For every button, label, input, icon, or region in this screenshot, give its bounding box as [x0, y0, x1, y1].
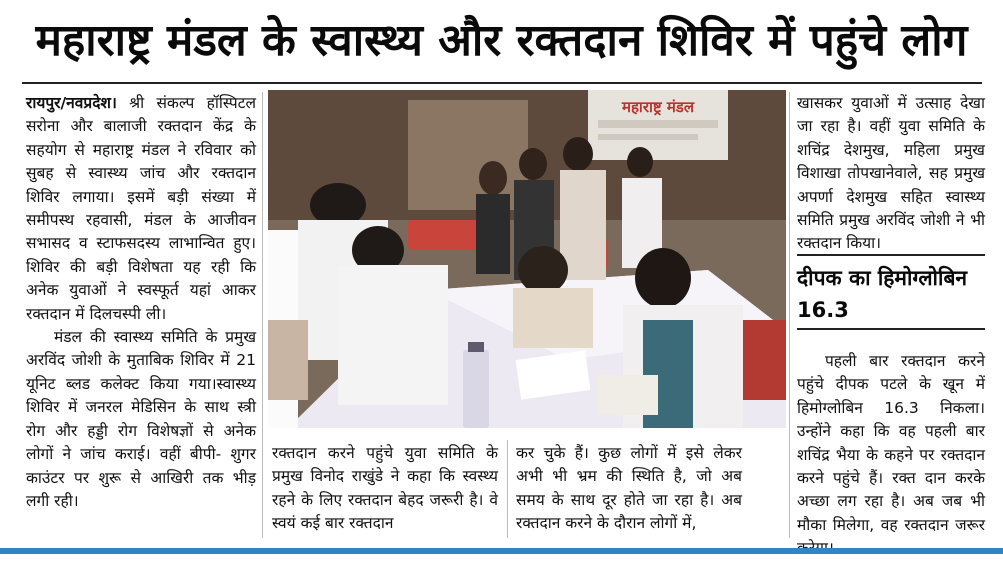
headline: महाराष्ट्र मंडल के स्वास्थ्य और रक्तदान शिविर में पहुंचे लोग [35, 15, 968, 66]
bottom-color-bar [0, 548, 1003, 554]
photo-banner-text: महाराष्ट्र मंडल [622, 98, 694, 116]
photo-illustration [268, 90, 786, 428]
subhead-rule-bottom [797, 328, 985, 330]
article-column-3 [516, 442, 742, 538]
headline-rule [22, 82, 982, 84]
article-column-4-lower [797, 350, 985, 540]
paragraph-1 [26, 92, 256, 326]
dateline: रायपुर/नवप्रदेश। [26, 94, 117, 112]
subhead-rule-top [797, 254, 985, 256]
news-photo [268, 90, 786, 428]
article-column-4 [797, 92, 985, 253]
paragraph-3: रक्तदान करने पहुंचे युवा समिति के प्रमुख विनोद राखुंडे ने कहा कि स्वस्थ्य रहने के लिए रक्तदान बेहद जरूरी है। वे स्वयं कई बार रक्तदान [272, 444, 498, 533]
paragraph-2: मंडल की स्वास्थ्य समिति के प्रमुख अरविंद जोशी के मुताबिक शिविर में 21 यूनिट ब्लड कलेक्ट किया गया।स्वास्थ्य शिविर में जनरल मेडिसिन के साथ स्त्री रोग और हड्डी रोग विशेषज्ञों से अनेक लोगों ने जांच कराई। वहीं बीपी- शुगर काउंटर पर शुरू से आखिरी तक भीड़ लगी रही। [26, 328, 256, 510]
column-separator [262, 92, 263, 538]
subheading: दीपक का हिमोग्लोबिन 16.3 [797, 266, 968, 322]
paragraph-1-text: श्री संकल्प हॉस्पिटल सरोना और बालाजी रक्तदान केंद्र के सहयोग से महाराष्ट्र मंडल ने रविवार को सुबह से स्वास्थ्य जांच और रक्तदान शिविर लगाया। इसमें बड़ी संख्या में समीपस्थ रहवासी, मंडल के आजीवन सभासद व स्टाफसदस्य लाभान्वित हुए। शिविर की बड़ी विशेषता यह रही कि अनेक युवाओं ने स्वस्फूर्त यहां आकर रक्तदान में दिलचस्पी ली। [26, 94, 256, 323]
article-column-1 [26, 92, 256, 538]
paragraph-5: खासकर युवाओं में उत्साह देखा जा रहा है। वहीं युवा समिति के शचिंद्र देशमुख, महिला प्रमुख विशाखा तोपखानेवाले, सह प्रमुख अपर्णा देशमुख सहित स्वास्थ्य समिति प्रमुख अरविंद जोशी ने भी रक्तदान किया। [797, 94, 985, 253]
article-column-2 [272, 442, 498, 538]
paragraph-4: कर चुके हैं। कुछ लोगों में इसे लेकर अभी भी भ्रम की स्थिति है, जो अब समय के साथ दूर होते जा रहा है। अब रक्तदान करने के दौरान लोगों में, [516, 444, 742, 533]
paragraph-6: पहली बार रक्तदान करने पहुंचे दीपक पटले के खून में हिमोग्लोबिन 16.3 निकला। उन्होंने कहा कि वह पहली बार शचिंद्र भैया के कहने पर रक्तदान करने पहुंचे हैं। रक्त दान करके अच्छा लग रहा है। अब जब भी मौका मिलेगा, वह रक्तदान जरूर [797, 352, 985, 534]
column-separator [507, 440, 508, 538]
column-separator [789, 92, 790, 538]
